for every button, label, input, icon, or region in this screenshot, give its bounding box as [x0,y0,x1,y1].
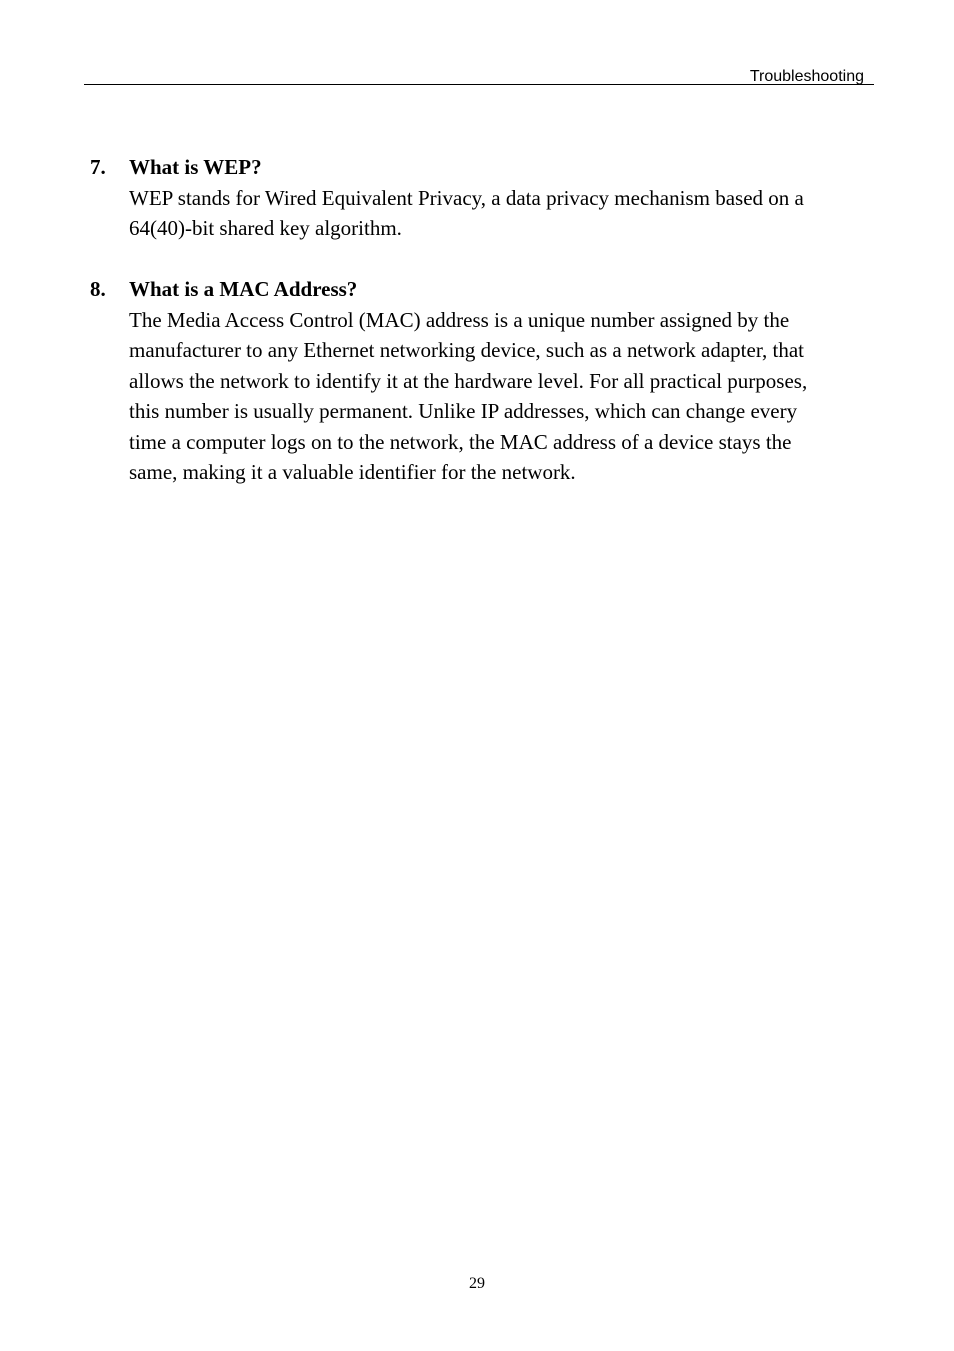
header-section-title: Troubleshooting [749,68,864,85]
page-number: 29 [469,1275,485,1292]
faq-item-mac-address [84,274,874,488]
faq-question: What is WEP? [129,155,262,179]
faq-answer: WEP stands for Wired Equivalent Privacy, a data privacy mechanism based on a 64(40)-bit shared key algorithm. [129,185,804,240]
faq-number: 7. [90,155,106,179]
faq-answer: The Media Access Control (MAC) address is a unique number assigned by the manufacturer to any Ethernet networking device, such as a network adapter, that allows the network to identify it at the hardware level. For all practical purposes, this number is usually permanent. Unlike IP addresses, which can change every time a computer logs on to the network, the MAC address of a device stays the same, making it a valuable identifier for the network. [129,307,808,484]
page-content [84,152,874,518]
faq-item-wep [84,152,874,244]
faq-number: 8. [90,277,106,301]
page-header [84,66,874,85]
faq-question: What is a MAC Address? [129,277,358,301]
